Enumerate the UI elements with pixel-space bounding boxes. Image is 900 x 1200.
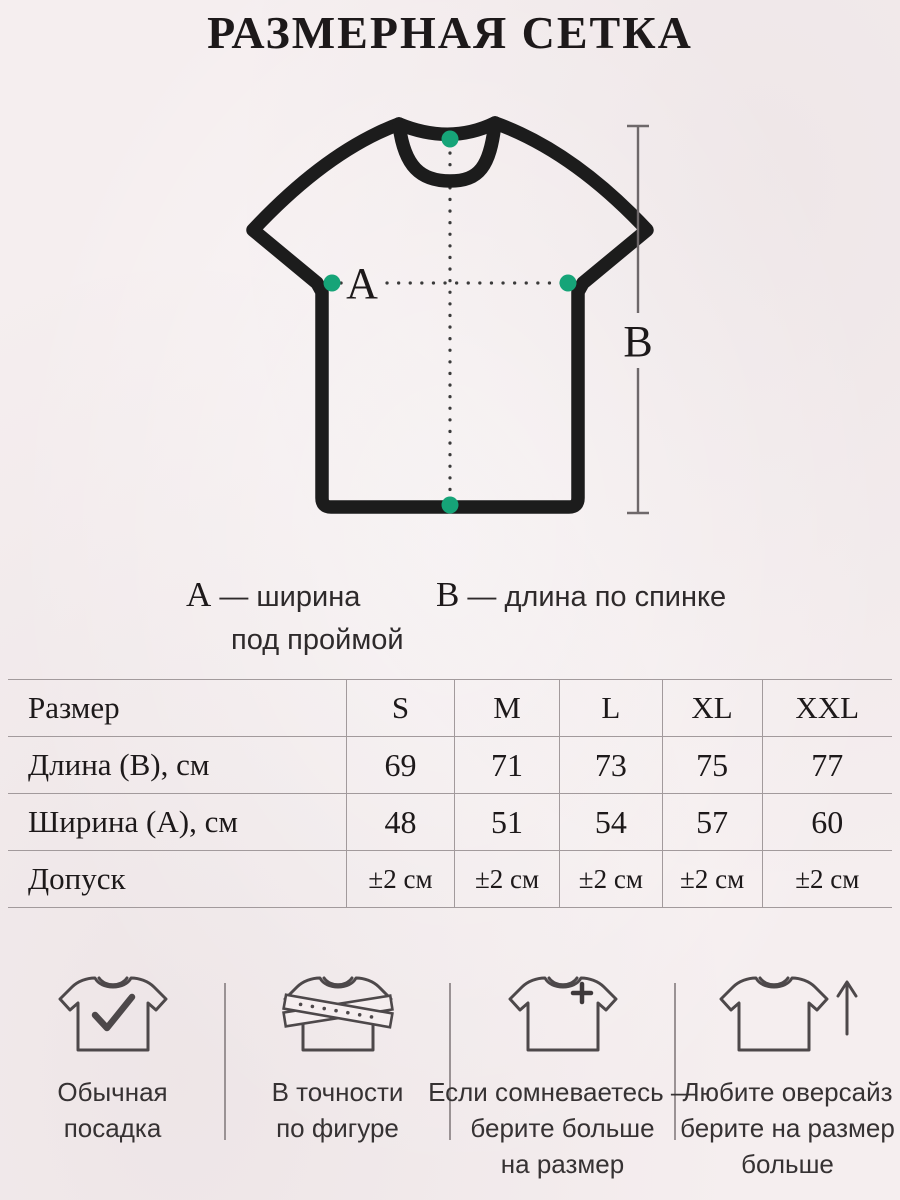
- tshirt-check-icon: [47, 966, 179, 1066]
- fit-item-regular: [0, 958, 225, 1188]
- table-cell: 57: [662, 794, 762, 851]
- legend: [0, 575, 900, 660]
- size-table: [8, 679, 892, 908]
- tshirt-measure-diagram: [0, 95, 900, 535]
- size-m: M: [454, 680, 559, 737]
- fit-advice-strip: [0, 958, 900, 1188]
- col-header-size: Размер: [8, 680, 347, 737]
- size-xxl: XXL: [762, 680, 892, 737]
- table-row-width: [8, 794, 892, 851]
- dotted-measure-lines: [341, 153, 561, 499]
- size-l: L: [560, 680, 663, 737]
- table-header-row: [8, 680, 892, 737]
- table-row-length: [8, 737, 892, 794]
- table-cell: ±2 см: [762, 851, 892, 908]
- legend-b-text: — длина по спинке: [459, 581, 727, 613]
- fit-caption: Обычная посадка: [57, 1077, 168, 1143]
- row-label: Длина (В), см: [8, 737, 347, 794]
- fit-item-size-up: [428, 958, 697, 1188]
- fit-caption: Любите оверсайз берите на размер больше: [680, 1077, 895, 1179]
- table-cell: 60: [762, 794, 892, 851]
- legend-b-letter: В: [436, 575, 460, 614]
- fit-caption: Если сомневаетесь — берите больше на размер: [428, 1077, 697, 1179]
- table-cell: 75: [662, 737, 762, 794]
- label-b: B: [623, 317, 653, 366]
- table-cell: 71: [454, 737, 559, 794]
- table-cell: 51: [454, 794, 559, 851]
- fit-item-oversize: [675, 958, 900, 1188]
- legend-width: [186, 575, 404, 657]
- table-cell: 73: [560, 737, 663, 794]
- page-title: РАЗМЕРНАЯ СЕТКА: [207, 7, 693, 58]
- table-cell: 54: [560, 794, 663, 851]
- table-cell: 48: [347, 794, 455, 851]
- label-a: A: [346, 259, 378, 308]
- size-s: S: [347, 680, 455, 737]
- table-cell: 77: [762, 737, 892, 794]
- fit-item-exact: [225, 958, 450, 1188]
- table-cell: ±2 см: [454, 851, 559, 908]
- legend-a-text2: под проймой: [231, 624, 404, 656]
- table-cell: ±2 см: [560, 851, 663, 908]
- table-row-tolerance: [8, 851, 892, 908]
- tshirt-arrow-icon: [714, 966, 862, 1066]
- legend-a-letter: А: [186, 575, 212, 614]
- tshirt-plus-icon: [497, 966, 629, 1066]
- table-cell: 69: [347, 737, 455, 794]
- legend-a-text: — ширина: [211, 581, 361, 613]
- row-label: Ширина (А), см: [8, 794, 347, 851]
- tshirt-tape-icon: [272, 966, 404, 1066]
- table-cell: ±2 см: [662, 851, 762, 908]
- row-label: Допуск: [8, 851, 347, 908]
- fit-caption: В точности по фигуре: [271, 1077, 404, 1143]
- size-xl: XL: [662, 680, 762, 737]
- table-cell: ±2 см: [347, 851, 455, 908]
- legend-length: [436, 575, 726, 615]
